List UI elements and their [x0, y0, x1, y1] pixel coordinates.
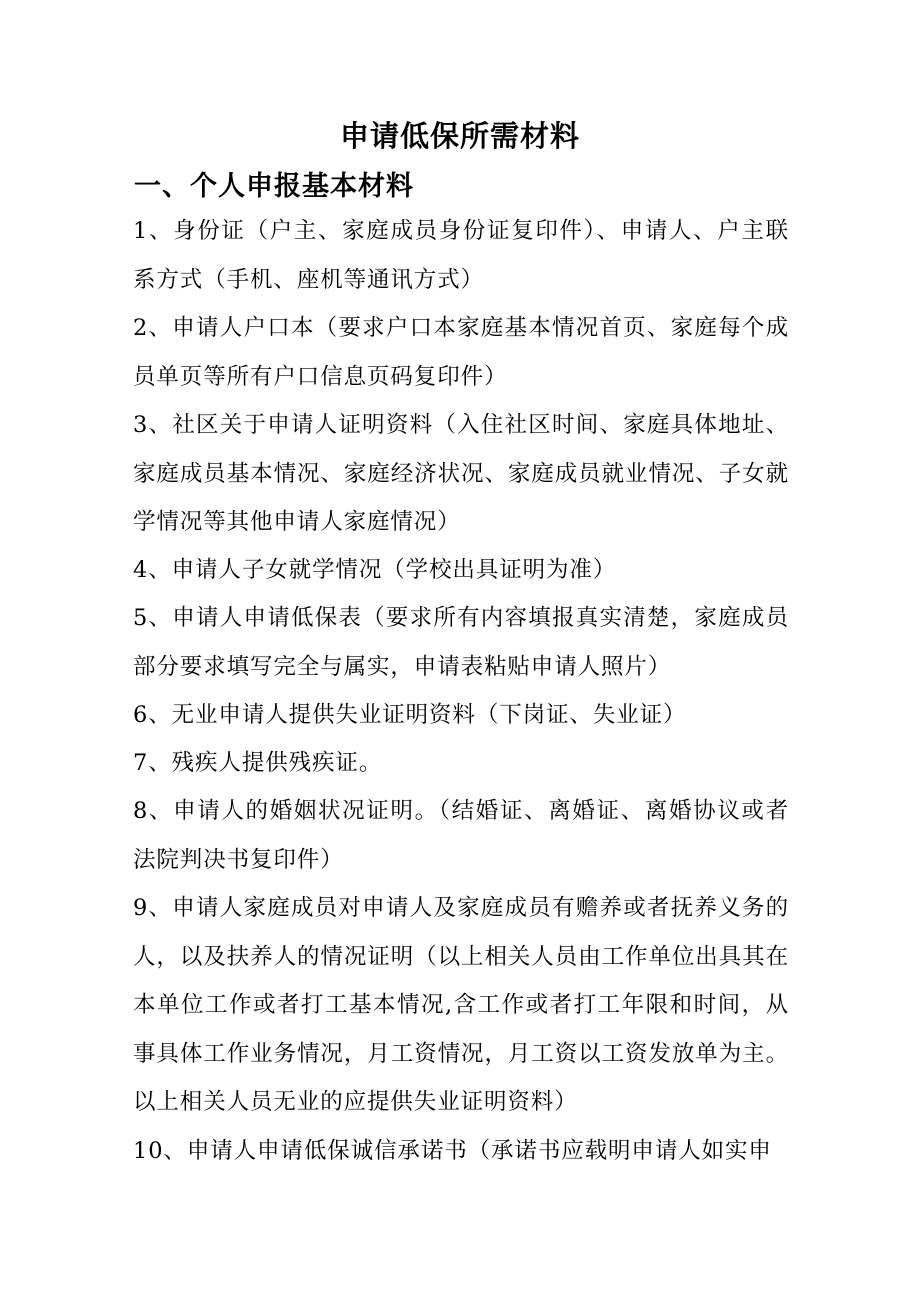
list-item: 4、申请人子女就学情况（学校出具证明为准）	[133, 557, 617, 583]
section-heading: 一、个人申报基本材料	[134, 171, 414, 202]
list-item: 2、申请人户口本（要求户口本家庭基本情况首页、家庭每个成员单页等所有户口信息页码复印件）	[133, 315, 789, 390]
list-item: 9、申请人家庭成员对申请人及家庭成员有赡养或者抚养义务的人，以及扶养人的情况证明（以上相关人员由工作单位出具其在本单位工作或者打工基本情况,含工作或者打工年限和时间，从事具体工作业务情况，月工资情况，月工资以工资发放单为主。以上相关人员无业的应提供失业证明资料）	[133, 895, 789, 1115]
list-item: 5、申请人申请低保表（要求所有内容填报真实清楚，家庭成员部分要求填写完全与属实，申请表粘贴申请人照片）	[133, 605, 789, 680]
list-item: 1、身份证（户主、家庭成员身份证复印件）、申请人、户主联系方式（手机、座机等通讯方式）	[133, 218, 789, 293]
list-item: 8、申请人的婚姻状况证明。（结婚证、离婚证、离婚协议或者法院判决书复印件）	[133, 798, 789, 873]
list-item: 10、申请人申请低保诚信承诺书（承诺书应载明申请人如实申	[133, 1138, 772, 1164]
document-title: 申请低保所需材料	[339, 119, 580, 153]
list-item: 6、无业申请人提供失业证明资料（下岗证、失业证）	[133, 702, 687, 728]
list-item: 3、社区关于申请人证明资料（入住社区时间、家庭具体地址、家庭成员基本情况、家庭经济状况、家庭成员就业情况、子女就学情况等其他申请人家庭情况）	[133, 412, 789, 535]
list-item: 7、残疾人提供残疾证。	[133, 750, 383, 776]
